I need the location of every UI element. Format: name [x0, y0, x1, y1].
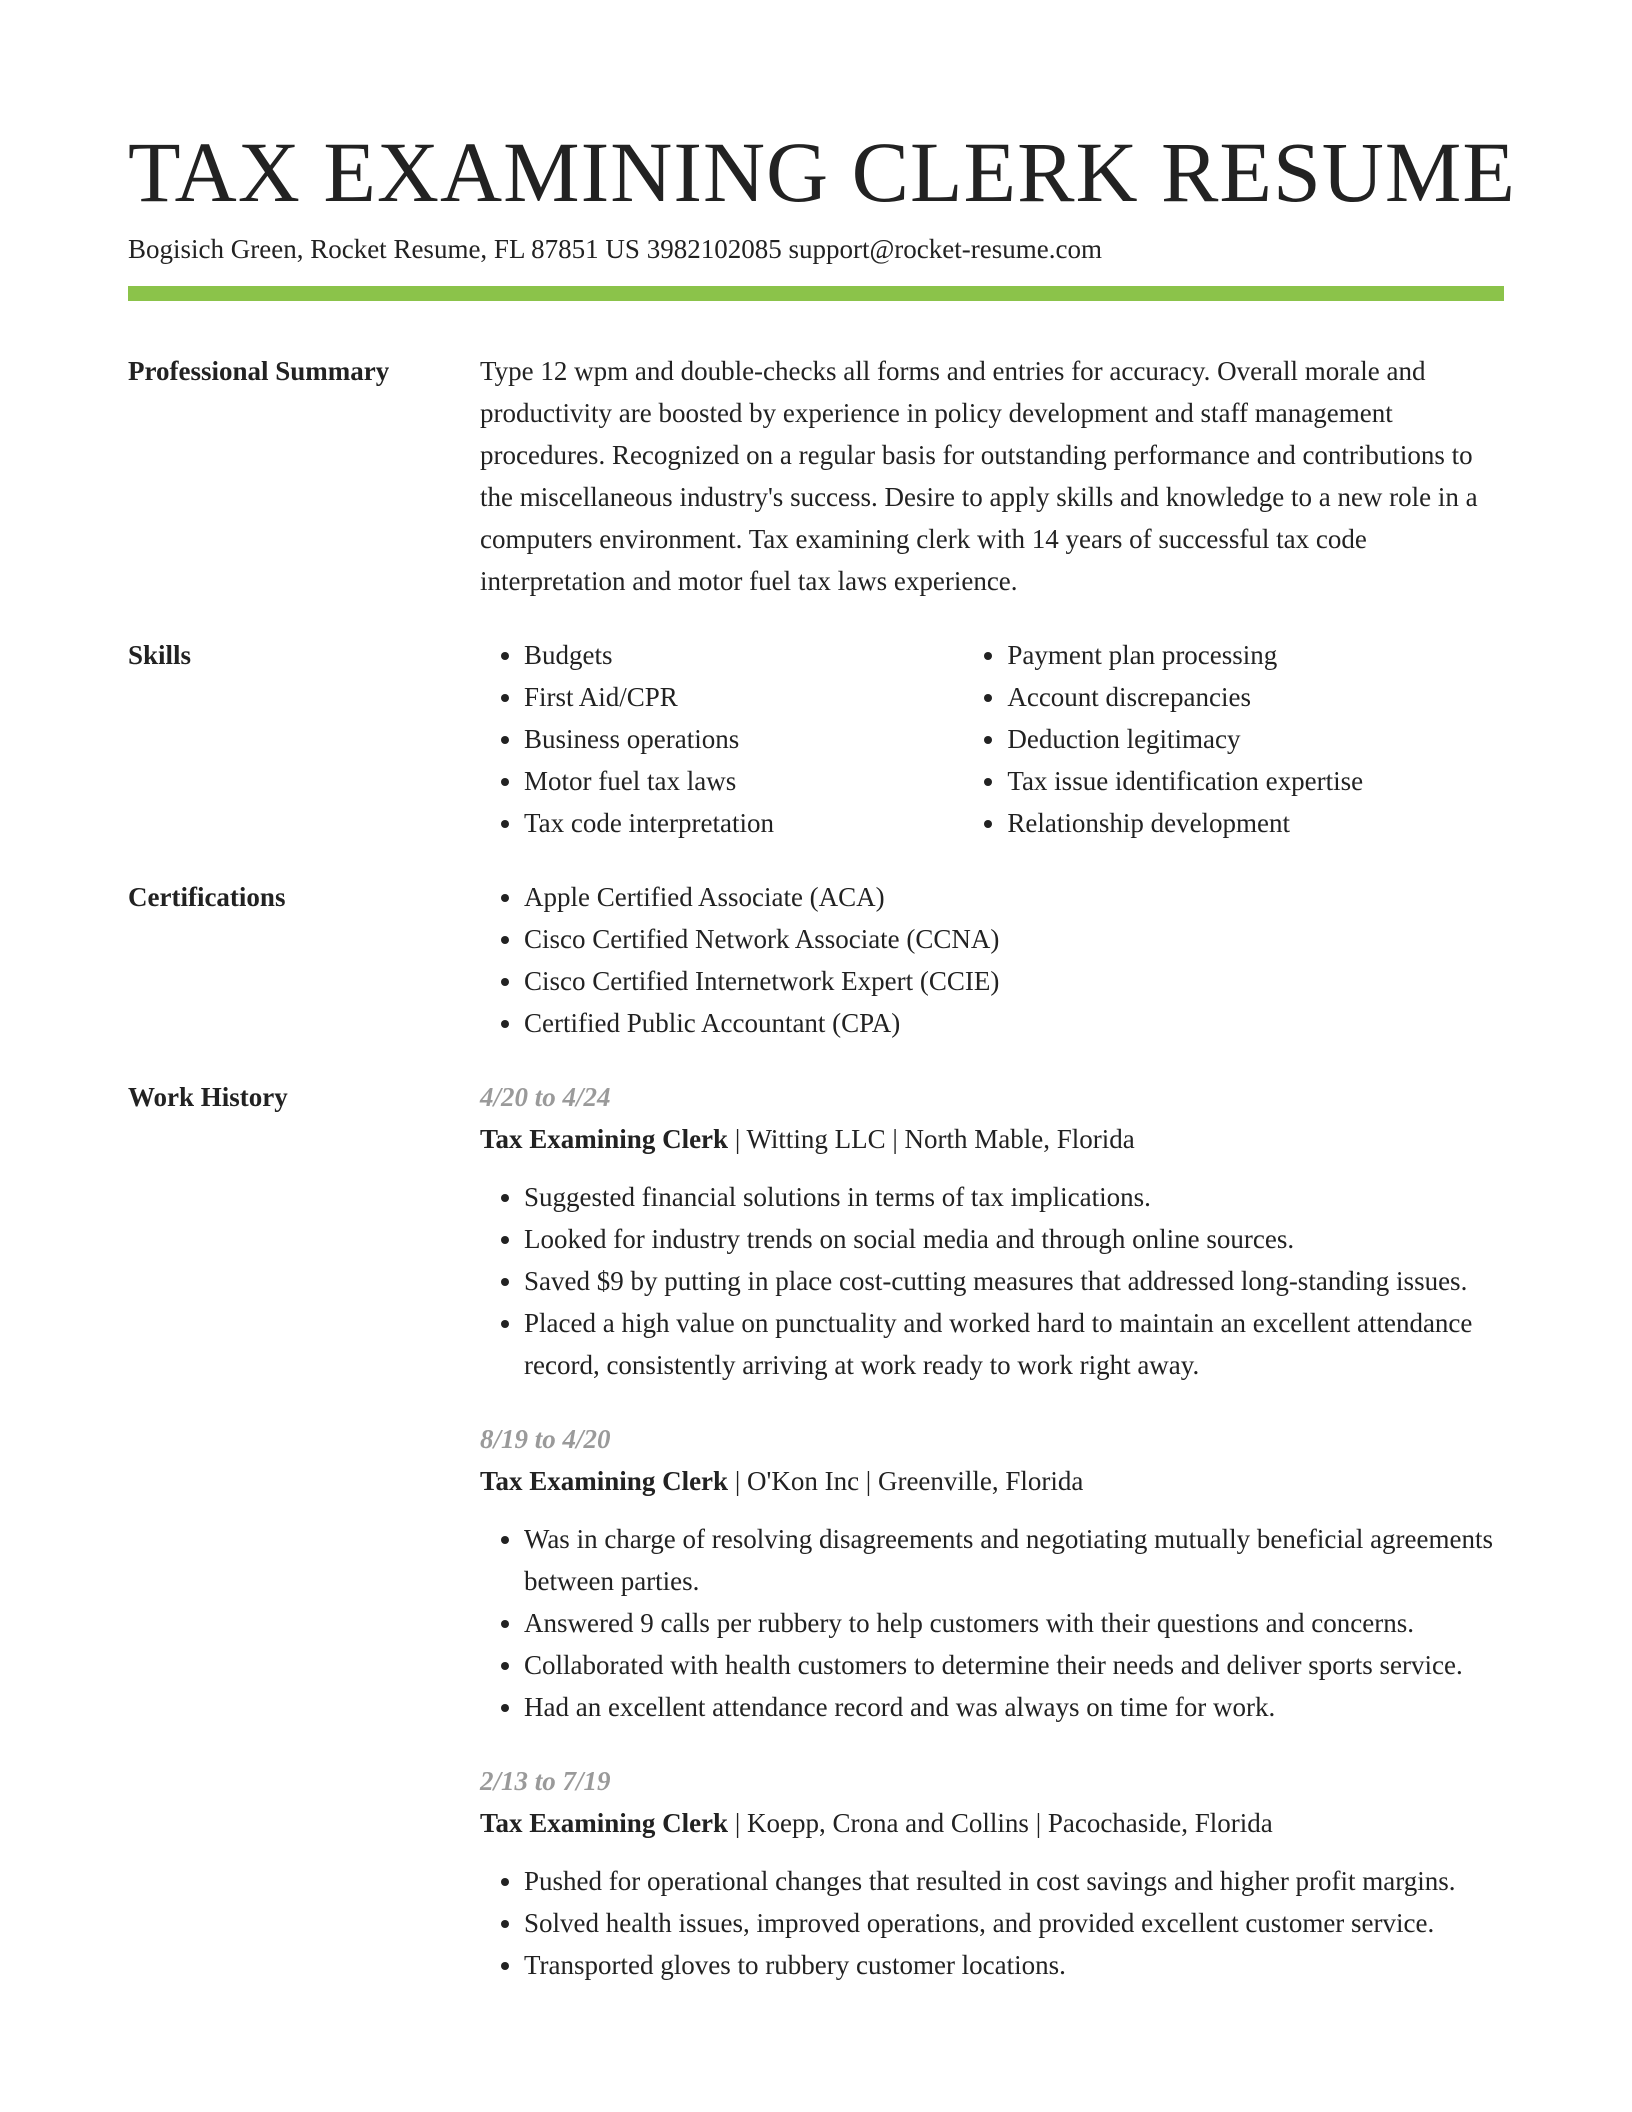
skills-section [480, 634, 1504, 844]
skill-item: • Payment plan processing [1007, 634, 1504, 676]
certifications-section [480, 876, 1504, 1044]
certification-item: • Certified Public Accountant (CPA) [524, 1002, 1504, 1044]
skill-item: • Tax code interpretation [524, 802, 963, 844]
job-bullet: • Was in charge of resolving disagreements and negotiating mutually beneficial agreements between parties. [524, 1518, 1504, 1602]
job-dates: 8/19 to 4/20 [480, 1424, 611, 1454]
job-details: | O'Kon Inc | Greenville, Florida [728, 1466, 1084, 1496]
job-bullet: • Placed a high value on punctuality and worked hard to maintain an excellent attendance record, consistently arriving at work ready to work right away. [524, 1302, 1504, 1386]
job-title: Tax Examining Clerk [480, 1808, 729, 1838]
job-entry [480, 1076, 1504, 1386]
skill-item: • Motor fuel tax laws [524, 760, 963, 802]
certification-item: • Cisco Certified Internetwork Expert (CCIE) [524, 960, 1504, 1002]
job-bullet: • Suggested financial solutions in terms of tax implications. [524, 1176, 1504, 1218]
summary-section [480, 350, 1504, 602]
skill-item: • Budgets [524, 634, 963, 676]
job-title: Tax Examining Clerk [480, 1124, 729, 1154]
job-bullets [480, 1860, 1504, 1986]
job-bullet: • Pushed for operational changes that resulted in cost savings and higher profit margins. [524, 1860, 1504, 1902]
skill-item: • Tax issue identification expertise [1007, 760, 1504, 802]
job-bullet: • Answered 9 calls per rubbery to help customers with their questions and concerns. [524, 1602, 1504, 1644]
job-heading [480, 1460, 1504, 1502]
skills-heading: Skills [128, 640, 192, 670]
job-bullet: • Collaborated with health customers to determine their needs and deliver sports service. [524, 1644, 1504, 1686]
job-bullet: • Saved $9 by putting in place cost-cutting measures that addressed long-standing issues. [524, 1260, 1504, 1302]
work-history-heading: Work History [128, 1082, 288, 1112]
job-title: Tax Examining Clerk [480, 1466, 729, 1496]
skill-item: • Account discrepancies [1007, 676, 1504, 718]
job-dates: 2/13 to 7/19 [480, 1766, 611, 1796]
skills-list-left [480, 634, 963, 844]
skill-item: • Deduction legitimacy [1007, 718, 1504, 760]
job-dates: 4/20 to 4/24 [480, 1082, 611, 1112]
job-heading [480, 1118, 1504, 1160]
job-bullet: • Had an excellent attendance record and was always on time for work. [524, 1686, 1504, 1728]
resume-title: TAX EXAMINING CLERK RESUME [128, 124, 1516, 220]
job-details: | Witting LLC | North Mable, Florida [728, 1124, 1135, 1154]
skill-item: • First Aid/CPR [524, 676, 963, 718]
skills-list-right [963, 634, 1504, 844]
summary-heading: Professional Summary [128, 356, 390, 386]
certifications-heading: Certifications [128, 882, 286, 912]
job-heading [480, 1802, 1504, 1844]
summary-text: Type 12 wpm and double-checks all forms and entries for accuracy. Overall morale and productivity are boosted by experience in policy development and staff management procedures. Recognized on a regular basis for outstanding performance and contributions to the miscellaneous industry's success. Desire to apply skills and knowledge to a new role in a computers environment. Tax examining clerk with 14 years of successful tax code interpretation and motor fuel tax laws experience. [480, 356, 1478, 596]
job-bullet: • Looked for industry trends on social media and through online sources. [524, 1218, 1504, 1260]
job-bullet: • Solved health issues, improved operations, and provided excellent customer service. [524, 1902, 1504, 1944]
job-bullets [480, 1176, 1504, 1386]
certification-item: • Cisco Certified Network Associate (CCNA) [524, 918, 1504, 960]
certifications-list [480, 876, 1504, 1044]
skills-grid [480, 634, 1504, 844]
skill-item: • Business operations [524, 718, 963, 760]
certification-item: • Apple Certified Associate (ACA) [524, 876, 1504, 918]
job-bullet: • Transported gloves to rubbery customer locations. [524, 1944, 1504, 1986]
work-history-section [480, 1076, 1504, 2018]
job-details: | Koepp, Crona and Collins | Pacochaside, Florida [728, 1808, 1273, 1838]
accent-divider [128, 286, 1504, 301]
job-entry [480, 1760, 1504, 1986]
skill-item: • Relationship development [1007, 802, 1504, 844]
job-bullets [480, 1518, 1504, 1728]
contact-info: Bogisich Green, Rocket Resume, FL 87851 US 3982102085 support@rocket-resume.com [128, 234, 1102, 264]
job-entry [480, 1418, 1504, 1728]
